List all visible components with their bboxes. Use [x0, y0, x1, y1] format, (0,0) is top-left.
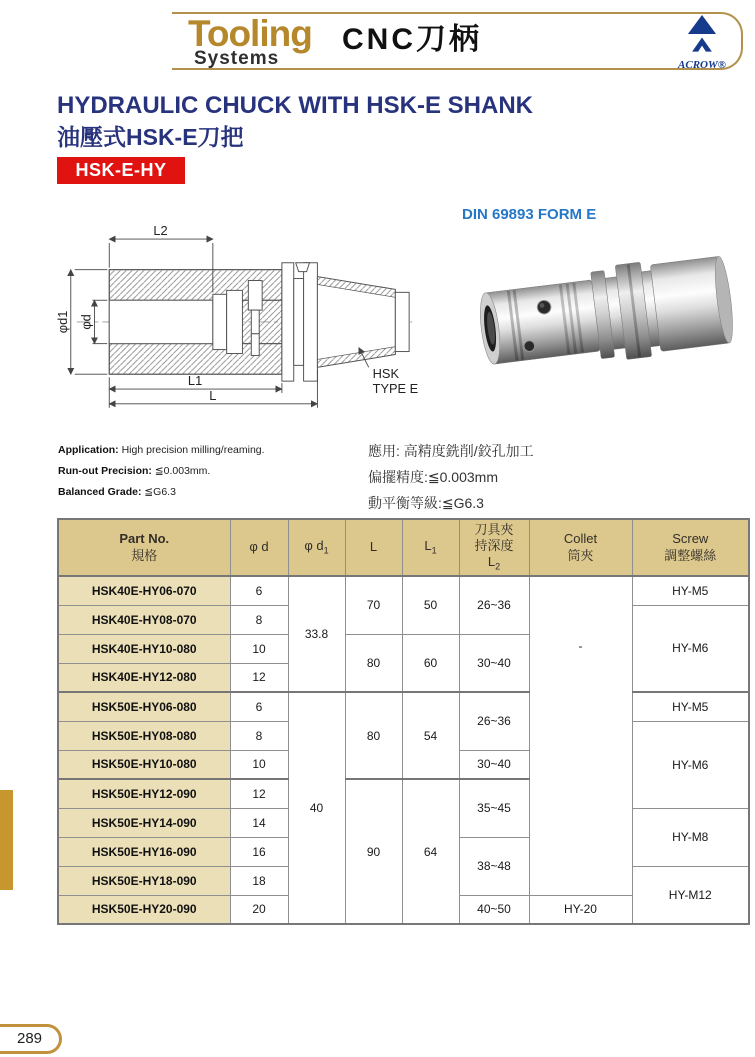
part-no-cell: HSK50E-HY14-090 — [58, 808, 230, 837]
d1-cell: 33.8 — [288, 576, 345, 692]
specs-english — [58, 444, 265, 507]
part-no-cell: HSK50E-HY08-080 — [58, 721, 230, 750]
collet-cell: HY-20 — [529, 895, 632, 924]
brand-subname: Systems — [194, 48, 280, 69]
l-cell: 80 — [345, 692, 402, 779]
d1-cell: 40 — [288, 692, 345, 924]
col-header-d: φ d — [230, 519, 288, 576]
part-no-cell: HSK40E-HY10-080 — [58, 634, 230, 663]
acrow-triangle-icon — [679, 15, 725, 53]
dim-label-l1: L1 — [187, 373, 203, 389]
table-row — [58, 576, 749, 605]
d-cell: 12 — [230, 779, 288, 808]
brand-name: Tooling — [188, 13, 312, 54]
col-header-l: L — [345, 519, 402, 576]
table-row — [58, 692, 749, 721]
d-cell: 10 — [230, 750, 288, 779]
dim-label-l: L — [209, 387, 217, 403]
collet-cell: - — [529, 576, 632, 895]
l2-cell: 30~40 — [459, 634, 529, 692]
screw-cell: HY-M8 — [632, 808, 749, 866]
page-number: 289 — [0, 1024, 62, 1054]
part-no-cell: HSK50E-HY20-090 — [58, 895, 230, 924]
screw-cell: HY-M6 — [632, 721, 749, 808]
spec-runout-zh: 偏擺精度:≦0.003mm — [368, 469, 498, 485]
d-cell: 12 — [230, 663, 288, 692]
l2-cell: 26~36 — [459, 692, 529, 750]
spec-balance: Balanced Grade: ≦G6.3 — [58, 486, 176, 498]
screw-cell: HY-M5 — [632, 576, 749, 605]
col-header-l2-depth: 刀具夾 持深度 $L_2$ — [459, 519, 529, 576]
d-cell: 10 — [230, 634, 288, 663]
col-header-screw: Screw 調整螺絲 — [632, 519, 749, 576]
l-cell: 80 — [345, 634, 402, 692]
part-no-cell: HSK50E-HY06-080 — [58, 692, 230, 721]
part-no-cell: HSK50E-HY10-080 — [58, 750, 230, 779]
d-cell: 8 — [230, 605, 288, 634]
col-header-d1: φ $d_1$ — [288, 519, 345, 576]
part-no-cell: HSK50E-HY12-090 — [58, 779, 230, 808]
dim-label-d1: φd1 — [55, 310, 70, 334]
acrow-logo-text: ACROW® — [678, 59, 726, 71]
d-cell: 18 — [230, 866, 288, 895]
screw-cell: HY-M5 — [632, 692, 749, 721]
col-header-part-no: Part No. 規格 — [58, 519, 230, 576]
d-cell: 14 — [230, 808, 288, 837]
d-cell: 6 — [230, 692, 288, 721]
spec-runout: Run-out Precision: ≦0.003mm. — [58, 465, 211, 477]
page-title: HYDRAULIC CHUCK WITH HSK-E SHANK — [57, 92, 533, 119]
d-cell: 16 — [230, 837, 288, 866]
part-no-cell: HSK40E-HY08-070 — [58, 605, 230, 634]
spec-application-zh: 應用: 高精度銑削/鉸孔加工 — [368, 443, 534, 459]
l1-cell: 64 — [402, 779, 459, 924]
part-no-cell: HSK40E-HY12-080 — [58, 663, 230, 692]
d-cell: 20 — [230, 895, 288, 924]
part-no-cell: HSK40E-HY06-070 — [58, 576, 230, 605]
l2-cell: 38~48 — [459, 837, 529, 895]
part-no-cell: HSK50E-HY18-090 — [58, 866, 230, 895]
l1-cell: 50 — [402, 576, 459, 634]
l2-cell: 26~36 — [459, 576, 529, 634]
l-cell: 70 — [345, 576, 402, 634]
page-category-title: CNC刀柄 — [342, 23, 482, 56]
l-cell: 90 — [345, 779, 402, 924]
dim-label-d: φd — [78, 314, 94, 330]
technical-drawing — [55, 222, 420, 414]
acrow-logo — [660, 15, 744, 71]
table-header-row — [58, 519, 749, 576]
l1-cell: 54 — [402, 692, 459, 779]
spec-application: Application: High precision milling/reaming. — [58, 444, 265, 456]
screw-cell: HY-M12 — [632, 866, 749, 924]
l2-cell: 30~40 — [459, 750, 529, 779]
page-title-chinese: 油壓式HSK-E刀把 — [57, 124, 244, 150]
side-gold-bar — [0, 790, 13, 890]
spec-balance-zh: 動平衡等級:≦G6.3 — [368, 495, 484, 511]
col-header-l1: $L_1$ — [402, 519, 459, 576]
d-cell: 6 — [230, 576, 288, 605]
dim-label-l2: L2 — [153, 223, 168, 239]
product-spec-table — [57, 518, 750, 925]
d-cell: 8 — [230, 721, 288, 750]
din-standard-caption: DIN 69893 FORM E — [462, 206, 597, 223]
shank-type-label-2: TYPE E — [372, 380, 419, 396]
specs-chinese — [368, 438, 534, 516]
model-badge: HSK-E-HY — [57, 157, 185, 184]
shank-type-label-1: HSK — [372, 366, 400, 382]
col-header-collet: Collet 筒夾 — [529, 519, 632, 576]
product-photo — [465, 228, 750, 388]
l1-cell: 60 — [402, 634, 459, 692]
l2-cell: 40~50 — [459, 895, 529, 924]
part-no-cell: HSK50E-HY16-090 — [58, 837, 230, 866]
l2-cell: 35~45 — [459, 779, 529, 837]
screw-cell: HY-M6 — [632, 605, 749, 692]
